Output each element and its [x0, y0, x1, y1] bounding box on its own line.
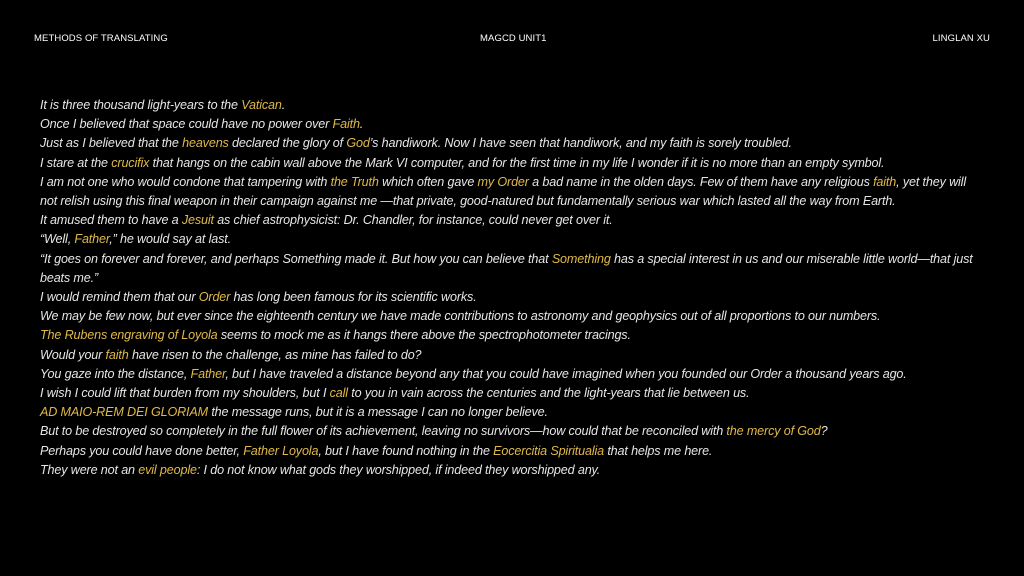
passage-text: “Well, [40, 232, 75, 247]
passage-line [40, 173, 985, 211]
passage-text: the message runs, but it is a message I can no longer believe. [207, 405, 548, 420]
passage-line [40, 422, 985, 441]
passage-text: . [281, 98, 286, 112]
passage-line [40, 230, 985, 249]
passage-text: ? [820, 424, 828, 439]
passage-text: ’s handiwork. Now I have seen that handiwork, and my faith is sorely troubled. [369, 136, 792, 151]
passage-text: You gaze into the distance, [40, 366, 191, 381]
passage-text: I would remind them that our [40, 290, 199, 305]
highlighted-term: Father [190, 366, 226, 381]
passage-text: . [359, 117, 364, 132]
slide-header [34, 33, 990, 47]
passage-text: It is three thousand light-years to the [40, 98, 242, 112]
highlighted-term: heavens [182, 136, 229, 151]
passage-line [40, 154, 985, 173]
highlighted-term: the mercy of God [726, 424, 821, 439]
highlighted-term: crucifix [111, 155, 150, 170]
passage-text: have risen to the challenge, as mine has failed to do? [128, 347, 422, 362]
highlighted-term: Father Loyola [243, 443, 319, 458]
passage-text: , but I have traveled a distance beyond any that you could have imagined when you founded our Order a thousand years ago. [225, 366, 907, 381]
passage-line [40, 211, 985, 230]
highlighted-term: Eocercitia Spiritualia [493, 443, 604, 458]
highlighted-term: my Order [477, 174, 529, 189]
passage-text: , yet they will not relish using this final weapon in their campaign against me —that private, good-natured but fundamentally serious war which lasted all the way from Earth. [40, 174, 966, 209]
passage-text: that helps me here. [603, 443, 713, 458]
passage-text: “It goes on forever and forever, and perhaps Something made it. But how you can believe that [40, 251, 552, 266]
highlighted-term: the Truth [330, 174, 379, 189]
passage-line [40, 96, 985, 115]
highlighted-term: Order [198, 290, 231, 305]
passage-line [40, 384, 985, 403]
passage-line [40, 461, 985, 480]
passage-line [40, 346, 985, 365]
translated-passage [40, 96, 985, 480]
passage-line [40, 442, 985, 461]
passage-text: Perhaps you could have done better, [40, 443, 244, 458]
highlighted-term: Faith [332, 117, 360, 132]
passage-text: as chief astrophysicist: Dr. Chandler, for instance, could never get over it. [213, 213, 613, 228]
passage-text: has a special interest in us and our miserable little world—that just beats me.” [40, 251, 973, 285]
passage-text: has long been famous for its scientific works. [230, 290, 477, 305]
passage-line [40, 288, 985, 307]
passage-text: which often gave [378, 174, 478, 189]
passage-text: that hangs on the cabin wall above the Mark VI computer, and for the first time in my life I wonder if it is no more than an empty symbol. [149, 155, 885, 170]
passage-text: I wish I could lift that burden from my shoulders, but I [40, 386, 330, 401]
passage-text: a bad name in the olden days. Few of them have any religious [528, 174, 874, 189]
passage-text: Once I believed that space could have no power over [40, 117, 333, 132]
passage-line [40, 115, 985, 134]
passage-text: seems to mock me as it hangs there above the spectrophotometer tracings. [217, 328, 631, 343]
passage-text: But to be destroyed so completely in the full flower of its achievement, leaving no survivors—how could that be reconciled with [40, 424, 727, 439]
highlighted-term: Something [551, 251, 611, 266]
passage-text: to you in vain across the centuries and the light-years that lie between us. [347, 386, 750, 401]
passage-text: It amused them to have a [40, 213, 182, 228]
passage-text: ,” he would say at last. [109, 232, 231, 247]
highlighted-term: Vatican [241, 98, 282, 112]
passage-line [40, 326, 985, 345]
passage-text: : I do not know what gods they worshipped, if indeed they worshipped any. [196, 462, 601, 477]
highlighted-term: AD MAIO-REM DEI GLORIAM [40, 405, 208, 420]
highlighted-term: Jesuit [181, 213, 214, 228]
passage-text: declared the glory of [228, 136, 347, 151]
highlighted-term: call [329, 386, 348, 401]
highlighted-term: God [346, 136, 370, 151]
passage-text: I am not one who would condone that tampering with [40, 174, 331, 189]
passage-text: We may be few now, but ever since the eighteenth century we have made contributions to astronomy and geophysics out of all proportions to our numbers. [40, 309, 881, 324]
highlighted-term: The Rubens engraving of Loyola [40, 328, 218, 343]
passage-text: , but I have found nothing in the [318, 443, 494, 458]
passage-text: I stare at the [40, 155, 112, 170]
passage-text: They were not an [40, 462, 139, 477]
passage-line [40, 307, 985, 326]
highlighted-term: faith [105, 347, 129, 362]
passage-text: Would your [40, 347, 106, 362]
header-author-name: LINGLAN XU [932, 33, 990, 44]
highlighted-term: faith [873, 174, 897, 189]
passage-text: Just as I believed that the [40, 136, 183, 151]
highlighted-term: evil people [138, 462, 197, 477]
highlighted-term: Father [74, 232, 110, 247]
header-course-title: METHODS OF TRANSLATING [34, 33, 168, 44]
passage-line [40, 134, 985, 153]
header-unit-label: MAGCD UNIT1 [480, 33, 547, 44]
passage-line [40, 250, 985, 288]
passage-line [40, 403, 985, 422]
passage-line [40, 365, 985, 384]
